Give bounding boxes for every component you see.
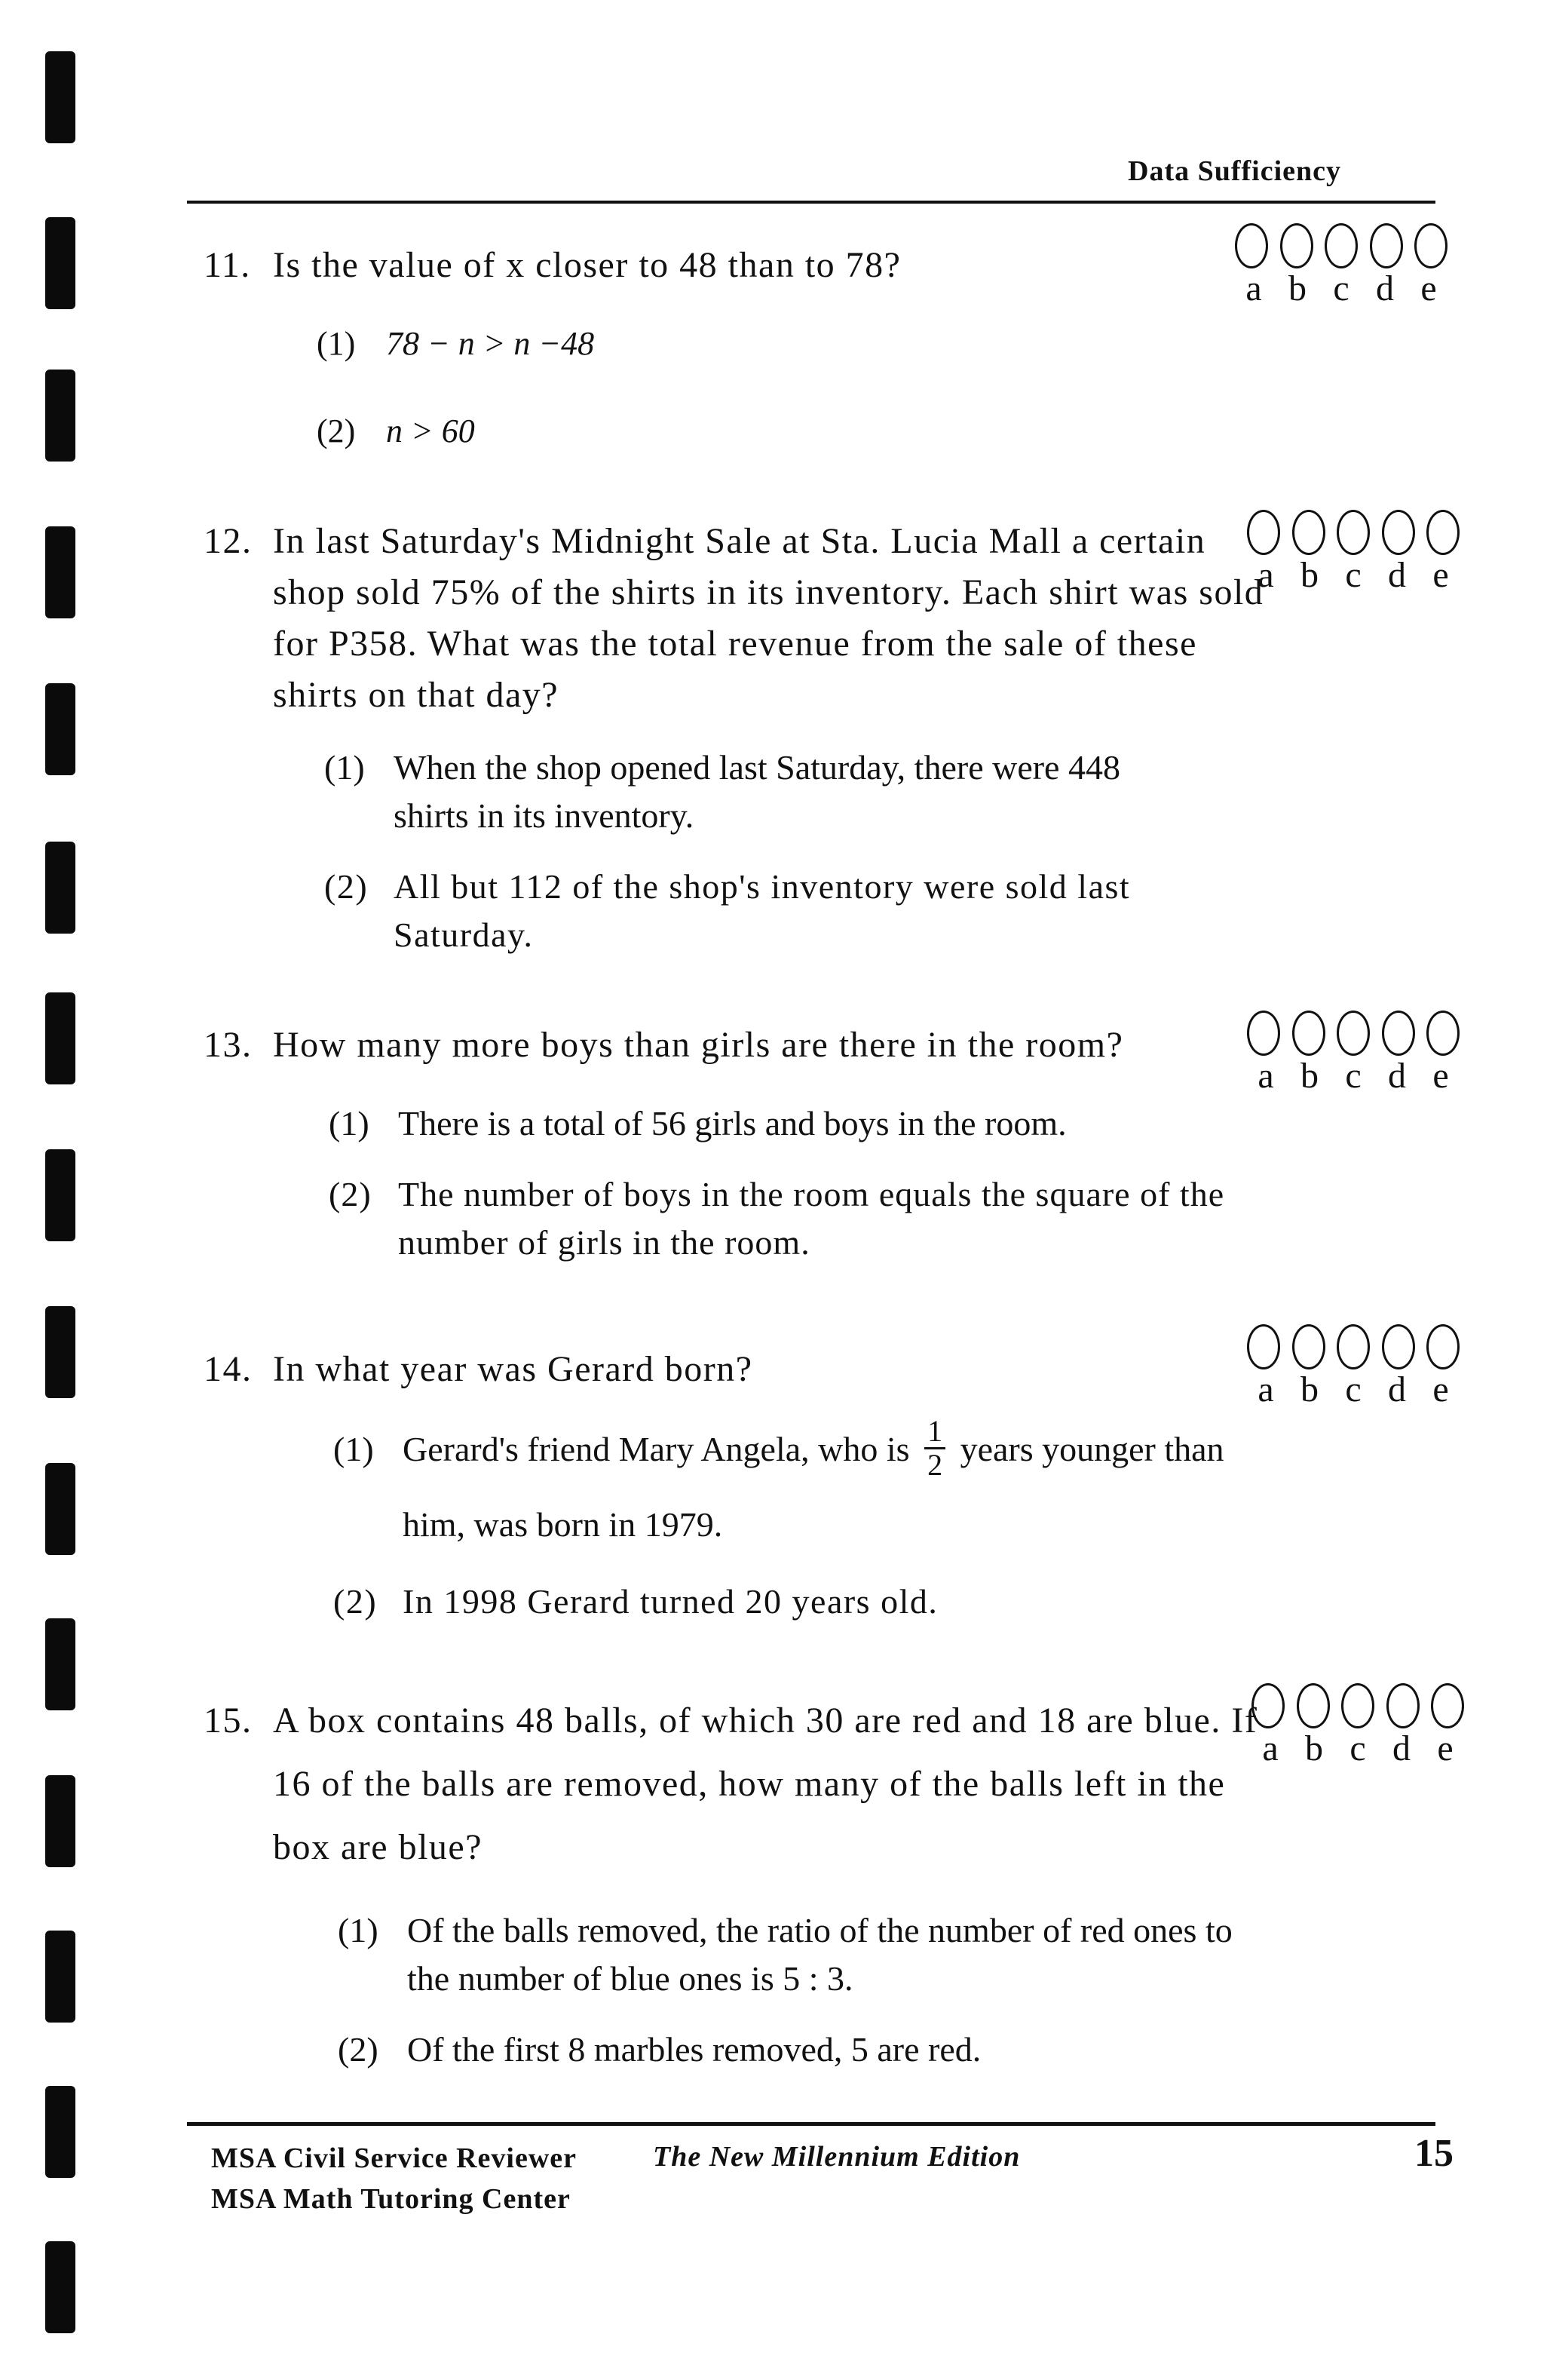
binding-hole — [45, 1618, 75, 1710]
statement-text: The number of boys in the room equals the square of the number of girls in the room. — [398, 1175, 1225, 1262]
statement-1 — [317, 320, 1259, 368]
statement-text: There is a total of 56 girls and boys in the room. — [398, 1104, 1067, 1142]
binding-hole — [45, 683, 75, 775]
choice-letter: e — [1432, 1056, 1449, 1096]
statement-2 — [317, 407, 1259, 455]
footer-rule — [187, 2122, 1435, 2126]
statement-text-before: Gerard's friend Mary Angela, who is — [403, 1430, 910, 1468]
statement-text: In 1998 Gerard turned 20 years old. — [403, 1582, 939, 1621]
section-title: Data Sufficiency — [1128, 155, 1342, 187]
footer-tutoring-center: MSA Math Tutoring Center — [211, 2183, 571, 2215]
question-14 — [204, 1344, 1259, 1626]
statement-2 — [324, 863, 1185, 959]
binding-hole — [45, 1306, 75, 1398]
question-13 — [204, 1020, 1259, 1267]
question-stem — [204, 516, 1283, 721]
answer-bubble-d[interactable] — [1386, 1683, 1420, 1728]
answer-bubble-c[interactable] — [1325, 223, 1358, 268]
binding-hole — [45, 51, 75, 143]
answer-bubble-a[interactable] — [1247, 1011, 1280, 1056]
footer-reviewer-title: MSA Civil Service Reviewer — [211, 2142, 577, 2174]
footer-edition: The New Millennium Edition — [653, 2141, 1021, 2173]
answer-bubble-e[interactable] — [1426, 510, 1460, 555]
answer-bubbles-11 — [1232, 223, 1451, 308]
binding-hole — [45, 842, 75, 934]
answer-bubble-e[interactable] — [1431, 1683, 1464, 1728]
statement-label: (2) — [338, 2030, 378, 2069]
choice-letter: c — [1345, 555, 1362, 595]
choice-letter: a — [1258, 555, 1274, 595]
question-stem — [204, 1689, 1283, 1879]
statement-1 — [324, 744, 1185, 840]
answer-bubble-c[interactable] — [1337, 1011, 1370, 1056]
question-text: A box contains 48 balls, of which 30 are red and 18 are blue. If 16 of the balls are removed, how many of the balls left in the box are blue? — [273, 1701, 1258, 1867]
question-number: 15. — [204, 1701, 253, 1741]
question-text: In last Saturday's Midnight Sale at Sta. Lucia Mall a certain shop sold 75% of the shirts in its inventory. Each shirt was sold for P358. What was the total revenue from the sale of these shirts on that day? — [273, 521, 1264, 715]
answer-bubble-d[interactable] — [1382, 1011, 1415, 1056]
binding-hole — [45, 2241, 75, 2333]
answer-bubble-d[interactable] — [1370, 223, 1403, 268]
question-stem — [204, 1344, 1259, 1395]
choice-letter: d — [1392, 1728, 1411, 1768]
question-number: 11. — [204, 245, 251, 285]
binding-hole — [45, 1931, 75, 2023]
statement-label: (1) — [338, 1911, 378, 1949]
binding-hole — [45, 1775, 75, 1867]
question-text: Is the value of x closer to 48 than to 78? — [273, 245, 902, 285]
statement-label: (2) — [317, 413, 356, 449]
statement-label: (1) — [317, 325, 356, 362]
binding-hole — [45, 217, 75, 309]
question-number: 12. — [204, 521, 253, 561]
choice-letter: a — [1258, 1369, 1274, 1409]
choice-letter: d — [1388, 1369, 1406, 1409]
answer-bubbles-15 — [1248, 1683, 1467, 1768]
answer-bubbles-12 — [1244, 510, 1463, 594]
answer-bubble-c[interactable] — [1341, 1683, 1374, 1728]
binding-hole — [45, 992, 75, 1084]
statement-1 — [333, 1412, 1254, 1563]
choice-letter: b — [1300, 1056, 1319, 1096]
choice-letter: b — [1300, 555, 1319, 595]
choice-letter: a — [1262, 1728, 1279, 1768]
statement-label: (1) — [329, 1104, 369, 1142]
statement-label: (2) — [329, 1175, 372, 1213]
choice-letter: e — [1437, 1728, 1454, 1768]
answer-bubble-e[interactable] — [1426, 1011, 1460, 1056]
fraction-one-half — [924, 1415, 945, 1481]
statement-text-after: years younger than him, was born in 1979. — [403, 1430, 1224, 1544]
choice-letter: b — [1288, 268, 1307, 308]
statement-text: When the shop opened last Saturday, there were 448 shirts in its inventory. — [394, 748, 1120, 835]
choice-letter: d — [1388, 555, 1406, 595]
statement-1 — [338, 1906, 1259, 2003]
answer-bubble-c[interactable] — [1337, 510, 1370, 555]
binding-hole — [45, 1149, 75, 1241]
choice-letter: e — [1432, 1369, 1449, 1409]
question-text: In what year was Gerard born? — [273, 1349, 753, 1389]
binding-hole — [45, 2086, 75, 2178]
choice-letter: e — [1432, 555, 1449, 595]
question-number: 14. — [204, 1349, 253, 1389]
answer-bubble-e[interactable] — [1426, 1324, 1460, 1369]
binding-hole — [45, 370, 75, 462]
answer-bubble-b[interactable] — [1280, 223, 1313, 268]
answer-bubble-b[interactable] — [1297, 1683, 1330, 1728]
statement-text: Of the first 8 marbles removed, 5 are red. — [407, 2030, 982, 2069]
choice-letter: c — [1345, 1369, 1362, 1409]
fraction-denominator: 2 — [927, 1447, 943, 1482]
statement-text: Of the balls removed, the ratio of the number of red ones to the number of blue ones is 5 : 3. — [407, 1911, 1233, 1998]
choice-letter: d — [1388, 1056, 1406, 1096]
header-rule — [187, 201, 1435, 204]
answer-bubble-e[interactable] — [1414, 223, 1448, 268]
question-stem — [204, 1020, 1259, 1071]
choice-letter: b — [1305, 1728, 1323, 1768]
statement-1 — [329, 1100, 1227, 1148]
answer-bubble-b[interactable] — [1292, 1324, 1325, 1369]
question-number: 13. — [204, 1025, 253, 1065]
answer-bubble-a[interactable] — [1247, 510, 1280, 555]
answer-bubble-c[interactable] — [1337, 1324, 1370, 1369]
statement-label: (2) — [333, 1582, 378, 1621]
choice-letter: a — [1245, 268, 1262, 308]
question-text: How many more boys than girls are there in the room? — [273, 1025, 1124, 1065]
answer-bubble-d[interactable] — [1382, 1324, 1415, 1369]
statement-text: All but 112 of the shop's inventory were sold last Saturday. — [394, 867, 1131, 954]
answer-bubble-d[interactable] — [1382, 510, 1415, 555]
statement-text: 78 − n > n −48 — [386, 325, 595, 362]
choice-letter: c — [1349, 1728, 1366, 1768]
statement-2 — [329, 1170, 1227, 1267]
answer-bubble-a[interactable] — [1247, 1324, 1280, 1369]
question-15 — [204, 1689, 1259, 2074]
statement-label: (1) — [333, 1430, 374, 1468]
answer-bubble-b[interactable] — [1292, 1011, 1325, 1056]
answer-bubbles-14 — [1244, 1324, 1463, 1409]
question-stem — [204, 240, 1259, 291]
statement-label: (2) — [324, 867, 369, 906]
choice-letter: b — [1300, 1369, 1319, 1409]
choice-letter: e — [1420, 268, 1437, 308]
statement-2 — [333, 1578, 1232, 1626]
answer-bubbles-13 — [1244, 1011, 1463, 1095]
page-number: 15 — [1414, 2132, 1454, 2175]
choice-letter: c — [1345, 1056, 1362, 1096]
answer-bubble-b[interactable] — [1292, 510, 1325, 555]
choice-letter: a — [1258, 1056, 1274, 1096]
binding-hole — [45, 1463, 75, 1555]
choice-letter: c — [1333, 268, 1349, 308]
statement-text: n > 60 — [386, 413, 475, 449]
answer-bubble-a[interactable] — [1235, 223, 1268, 268]
binding-hole — [45, 526, 75, 618]
choice-letter: d — [1376, 268, 1394, 308]
question-11 — [204, 240, 1259, 455]
fraction-numerator: 1 — [924, 1415, 945, 1449]
statement-label: (1) — [324, 748, 365, 787]
answer-bubble-a[interactable] — [1251, 1683, 1285, 1728]
statement-2 — [338, 2026, 1259, 2074]
question-12 — [204, 516, 1264, 959]
